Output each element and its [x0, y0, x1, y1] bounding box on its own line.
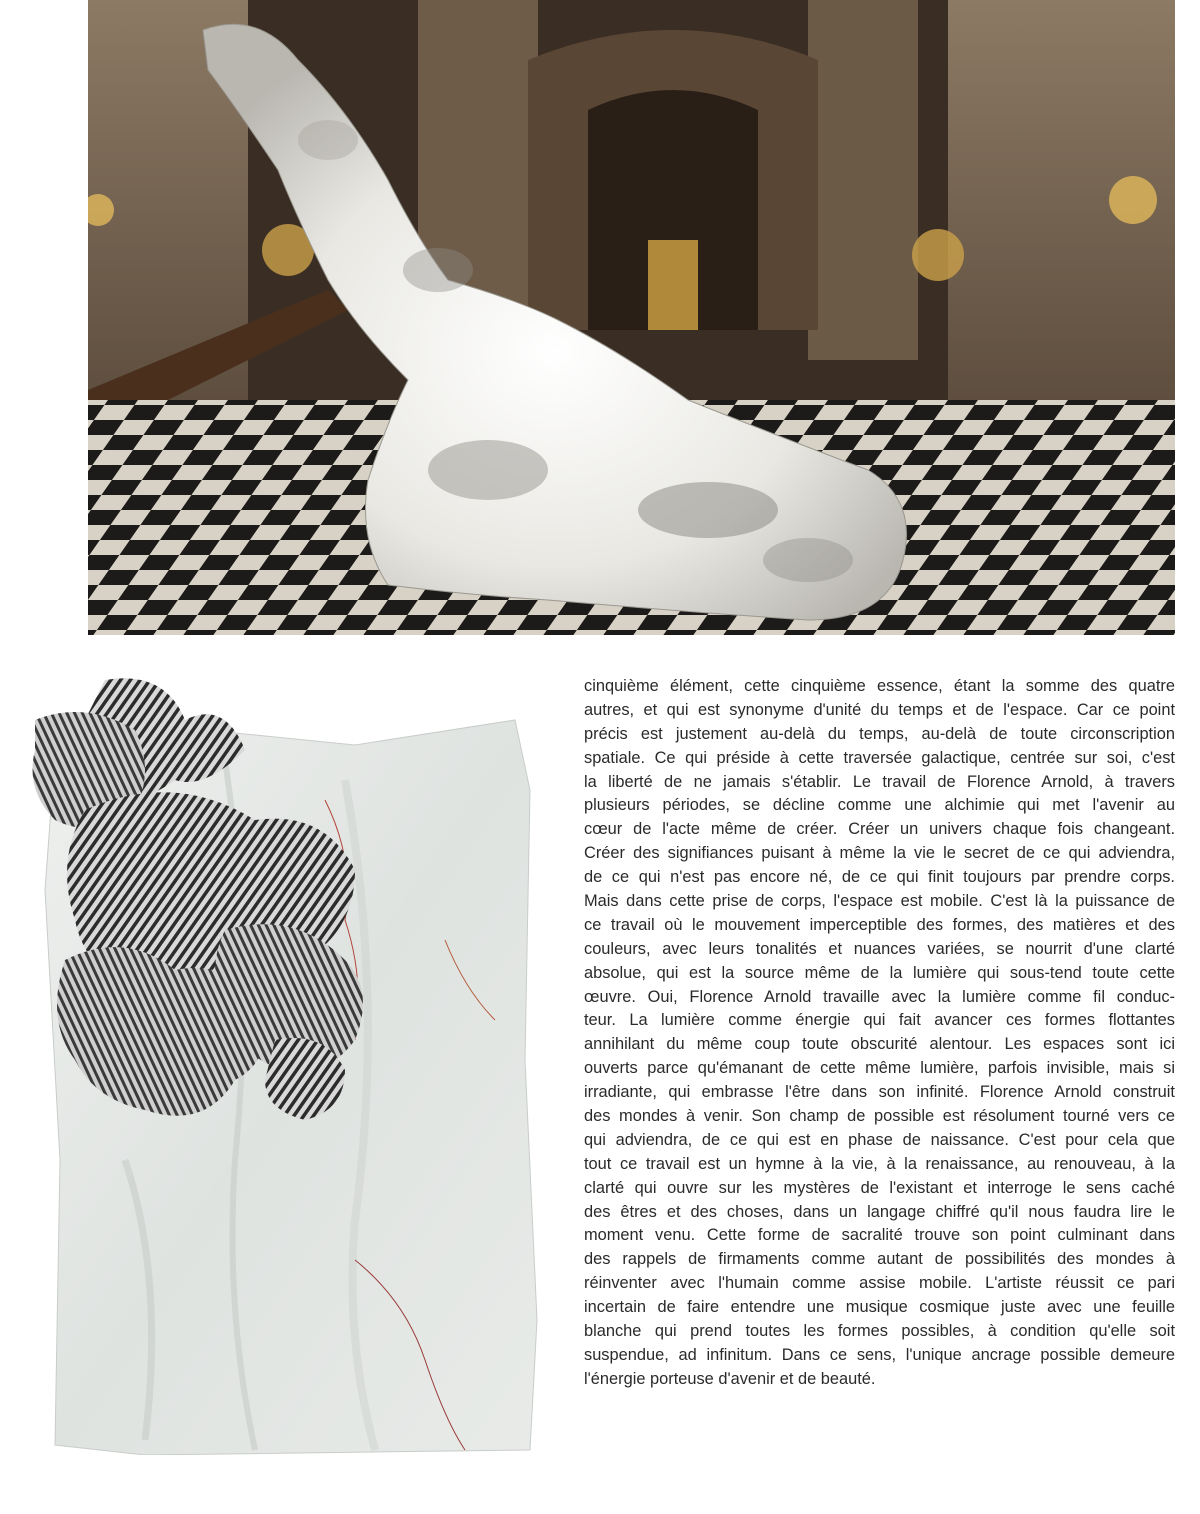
- article-line: de ce qui n'est pas encore né, de ce qui finit toujours par prendre corps.: [584, 868, 1175, 887]
- article-line: cœur de l'acte même de créer. Créer un univers chaque fois changeant.: [584, 820, 1175, 839]
- article-line: moment venu. Cette forme de sacralité trouve son point culminant dans: [584, 1226, 1175, 1245]
- article-line: qui adviendra, de ce qui est en phase de naissance. C'est pour cela que: [584, 1130, 1175, 1149]
- article-line: teur. La lumière comme énergie qui fait avancer ces formes flottantes: [584, 1011, 1175, 1030]
- article-line: incertain de faire entendre une musique cosmique juste avec une feuille: [584, 1298, 1175, 1317]
- installation-photo-illustration: [88, 0, 1175, 635]
- article-line: absolue, qui est la source même de la lumière qui sous-tend toute cette: [584, 963, 1175, 982]
- article-line: précis est justement au-delà du temps, au-delà de toute circonscription: [584, 724, 1175, 743]
- article-line: ce travail où le mouvement imperceptible des formes, des matières et des: [584, 915, 1175, 934]
- article-line: œuvre. Oui, Florence Arnold travaille avec la lumière comme fil conduc-: [584, 987, 1175, 1006]
- article-line: ouverts parce qu'émanant de cette même lumière, parfois invisible, mais si: [584, 1059, 1175, 1078]
- article-line: clarté qui ouvre sur les mystères de l'existant et interroge le sens caché: [584, 1178, 1175, 1197]
- article-line: suspendue, ad infinitum. Dans ce sens, l'unique ancrage possible demeure: [584, 1345, 1175, 1364]
- article-line: spatiale. Ce qui préside à cette traversée galactique, centrée sur soi, c'est: [584, 748, 1175, 767]
- article-line: des rappels de firmaments comme autant de possibilités des mondes à: [584, 1250, 1175, 1269]
- article-line: cinquième élément, cette cinquième essence, étant la somme des quatre: [584, 677, 1175, 695]
- article-line: plusieurs périodes, se décline comme une alchimie qui met l'avenir au: [584, 796, 1175, 815]
- article-line: Mais dans cette prise de corps, l'espace est mobile. C'est là la puissance de: [584, 892, 1175, 911]
- paper-artwork-illustration: [25, 660, 545, 1455]
- article-line: autres, et qui est synonyme d'unité du temps et de l'espace. Car ce point: [584, 700, 1175, 719]
- article-line: tout ce travail est un hymne à la vie, à la renaissance, au renouveau, à la: [584, 1154, 1175, 1173]
- article-body: [584, 675, 1175, 1392]
- article-line: l'énergie porteuse d'avenir et de beauté.: [584, 1369, 876, 1388]
- article-line: couleurs, avec leurs tonalités et nuances variées, se nourrit d'une clarté: [584, 939, 1175, 958]
- article-line: blanche qui prend toutes les formes possibles, à condition qu'elle soit: [584, 1322, 1175, 1341]
- article-line: des mondes à venir. Son champ de possible est résolument tourné vers ce: [584, 1107, 1175, 1126]
- article-line: la liberté de ne jamais s'établir. Le travail de Florence Arnold, à travers: [584, 772, 1175, 791]
- article-line: irradiante, qui embrasse l'être dans son infinité. Florence Arnold construit: [584, 1083, 1175, 1102]
- installation-photo: [88, 0, 1175, 635]
- article-line: réinventer avec l'humain comme assise mobile. L'artiste réussit ce pari: [584, 1274, 1175, 1293]
- paper-artwork-photo: [25, 660, 545, 1455]
- article-line: Créer des signifiances puisant à même la vie le secret de ce qui adviendra,: [584, 844, 1175, 863]
- article-line: des êtres et des choses, dans un langage chiffré qu'il nous faudra lire le: [584, 1202, 1175, 1221]
- article-line: annihilant du même coup toute obscurité alentour. Les espaces sont ici: [584, 1035, 1175, 1054]
